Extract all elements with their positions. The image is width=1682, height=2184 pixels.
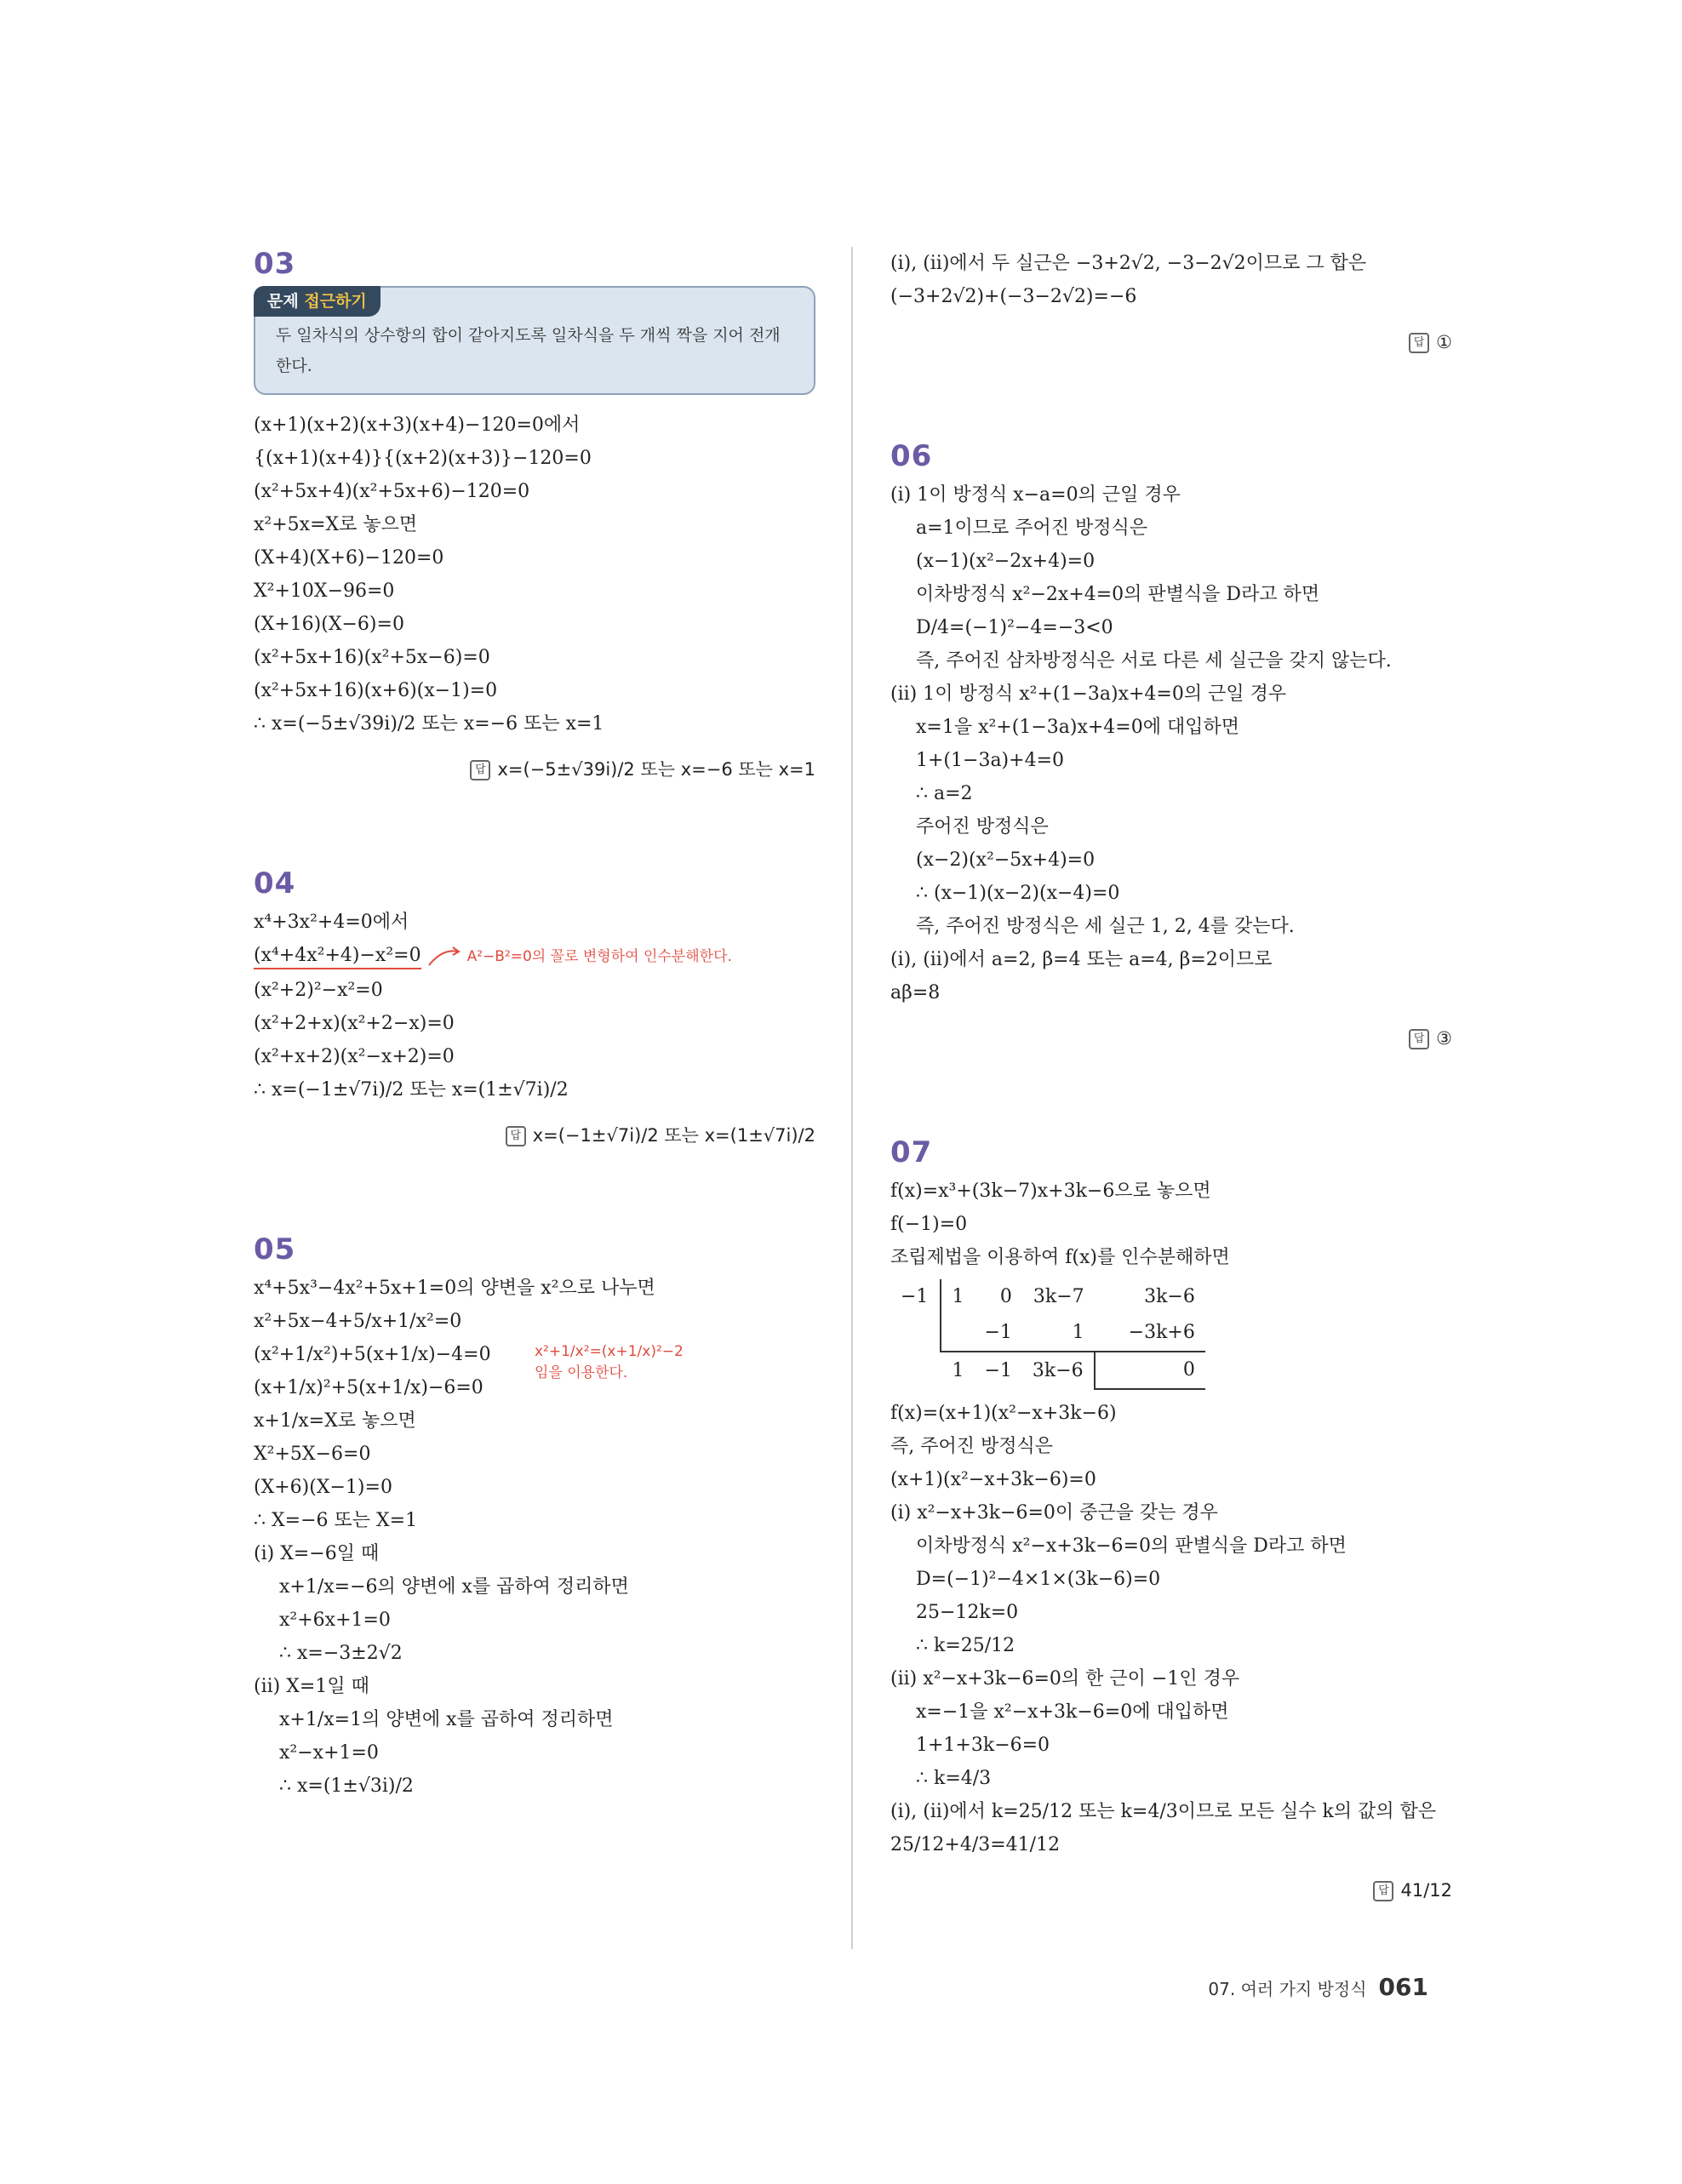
solution-line: 1+(1−3a)+4=0 (916, 750, 1065, 771)
solution-line: (X+16)(X−6)=0 (254, 614, 404, 635)
synth-cell: 0 (999, 1286, 1012, 1307)
solution-line: 1+1+3k−6=0 (916, 1735, 1050, 1756)
solution-line: x+1/x=−6의 양변에 x를 곱하여 정리하면 (279, 1576, 629, 1598)
note-04: A²−B²=0의 꼴로 변형하여 인수분해한다. (466, 948, 732, 965)
page-footer (1208, 1973, 1428, 2001)
solution-line: D=(−1)²−4×1×(3k−6)=0 (916, 1569, 1161, 1590)
solution-line: {(x+1)(x+4)}{(x+2)(x+3)}−120=0 (254, 448, 592, 469)
solution-line: ∴ X=−6 또는 X=1 (254, 1510, 418, 1531)
solution-line: 25−12k=0 (916, 1602, 1019, 1623)
solution-line: (x²+1/x²)+5(x+1/x)−4=0 (254, 1344, 491, 1365)
answer-04 (254, 1115, 815, 1156)
solution-line: D/4=(−1)²−4=−3<0 (916, 617, 1113, 638)
solution-line: (X+6)(X−1)=0 (254, 1477, 392, 1498)
solution-line: ∴ k=4/3 (916, 1768, 992, 1789)
answer-text: x=(−5±√39i)/2 또는 x=−6 또는 x=1 (497, 759, 815, 780)
solution-line: X²+5X−6=0 (254, 1444, 371, 1465)
synthetic-division-table (890, 1279, 1205, 1390)
solution-line: 즉, 주어진 삼차방정식은 서로 다른 세 실근을 갖지 않는다. (916, 650, 1392, 672)
solution-line: (x−2)(x²−5x+4)=0 (916, 849, 1096, 871)
solution-line: 즉, 주어진 방정식은 (890, 1436, 1053, 1457)
solution-line: (x−1)(x²−2x+4)=0 (916, 551, 1096, 572)
solution-line: x²+5x=X로 놓으면 (254, 514, 418, 535)
solution-line: ∴ x=(−1±√7i)/2 또는 x=(1±√7i)/2 (254, 1079, 569, 1101)
problem-number-03: 03 (254, 247, 296, 281)
solution-line: x=−1을 x²−x+3k−6=0에 대입하면 (916, 1701, 1229, 1723)
solution-line: x⁴+3x²+4=0에서 (254, 912, 409, 933)
answer-text: ① (1436, 332, 1452, 352)
solution-line: f(−1)=0 (890, 1214, 968, 1235)
solution-line: (i) X=−6일 때 (254, 1543, 380, 1564)
solution-line: 조립제법을 이용하여 f(x)를 인수분해하면 (890, 1247, 1230, 1268)
note-05 (535, 1343, 684, 1381)
solution-line: (x²+5x+16)(x²+5x−6)=0 (254, 647, 490, 668)
arrow-icon (427, 943, 461, 969)
solution-line: (ii) X=1일 때 (254, 1676, 369, 1697)
hint-tab-main: 문제 (267, 292, 299, 311)
solution-line: x=1을 x²+(1−3a)x+4=0에 대입하면 (916, 717, 1239, 738)
solution-line: (x+1)(x²−x+3k−6)=0 (890, 1469, 1096, 1490)
synth-cell (941, 1315, 974, 1352)
solution-line: (i) 1이 방정식 x−a=0의 근일 경우 (890, 484, 1181, 506)
right-column (890, 247, 1452, 1911)
left-column (254, 247, 815, 1803)
answer-icon: 답 (1409, 333, 1429, 353)
problem-number-05: 05 (254, 1232, 296, 1266)
hint-tab (254, 286, 380, 317)
solution-line: ∴ (x−1)(x−2)(x−4)=0 (916, 883, 1120, 904)
solution-line: (x²+5x+4)(x²+5x+6)−120=0 (254, 481, 530, 502)
answer-icon: 답 (1409, 1029, 1429, 1049)
solution-line: (x²+x+2)(x²−x+2)=0 (254, 1046, 455, 1067)
solution-line: (i), (ii)에서 두 실근은 −3+2√2, −3−2√2이므로 그 합은 (890, 253, 1367, 274)
solution-line: ∴ a=2 (916, 783, 973, 804)
answer-icon: 답 (506, 1126, 526, 1146)
hint-text: 두 일차식의 상수항의 합이 같아지도록 일차식을 두 개씩 짝을 지어 전개한다. (276, 326, 781, 375)
synth-cell: 1 (952, 1359, 964, 1381)
solution-line: f(x)=(x+1)(x²−x+3k−6) (890, 1403, 1117, 1424)
synth-cell: 1 (1022, 1315, 1095, 1352)
solution-line: a=1이므로 주어진 방정식은 (916, 517, 1148, 539)
solution-line: (−3+2√2)+(−3−2√2)=−6 (890, 286, 1137, 307)
solution-line: x²+5x−4+5/x+1/x²=0 (254, 1311, 462, 1332)
solution-line: ∴ x=(−5±√39i)/2 또는 x=−6 또는 x=1 (254, 713, 604, 735)
solution-line: (x+1/x)²+5(x+1/x)−6=0 (254, 1377, 483, 1398)
synth-cell: −3k+6 (1095, 1315, 1205, 1352)
problem-number-06: 06 (890, 439, 933, 473)
solution-line: X²+10X−96=0 (254, 580, 395, 602)
solution-line: x²−x+1=0 (279, 1742, 379, 1764)
answer-text: x=(−1±√7i)/2 또는 x=(1±√7i)/2 (532, 1125, 815, 1146)
answer-icon: 답 (470, 760, 490, 780)
synth-cell: 1 (952, 1286, 964, 1307)
chapter-title: 07. 여러 가지 방정식 (1208, 1979, 1367, 1999)
hint-box (254, 286, 815, 395)
synth-root: −1 (890, 1279, 941, 1315)
solution-line: (x+1)(x+2)(x+3)(x+4)−120=0에서 (254, 415, 581, 436)
solution-line: ∴ x=(1±√3i)/2 (279, 1775, 414, 1797)
solution-line: 주어진 방정식은 (916, 816, 1049, 838)
solution-line: (ii) x²−x+3k−6=0의 한 근이 −1인 경우 (890, 1668, 1240, 1689)
solution-line: x⁴+5x³−4x²+5x+1=0의 양변을 x²으로 나누면 (254, 1278, 655, 1299)
synth-remainder: 0 (1095, 1352, 1205, 1389)
hint-tab-accent: 접근하기 (304, 292, 367, 311)
answer-05 (890, 322, 1452, 363)
synth-cell: 3k−7 (1033, 1286, 1084, 1307)
solution-line: (ii) 1이 방정식 x²+(1−3a)x+4=0의 근일 경우 (890, 683, 1287, 705)
problem-number-04: 04 (254, 866, 296, 900)
synth-cell: −1 (974, 1315, 1021, 1352)
solution-line: 이차방정식 x²−2x+4=0의 판별식을 D라고 하면 (916, 584, 1320, 605)
page-number: 061 (1378, 1973, 1428, 2001)
answer-07 (890, 1870, 1452, 1911)
solution-line: x²+6x+1=0 (279, 1609, 391, 1631)
solution-line (254, 939, 815, 974)
note-line: x²+1/x²=(x+1/x)²−2 (535, 1343, 684, 1360)
problem-number-07: 07 (890, 1135, 933, 1169)
solution-line: ∴ k=25/12 (916, 1635, 1015, 1656)
answer-text: ③ (1436, 1028, 1452, 1049)
answer-icon: 답 (1373, 1881, 1393, 1901)
solution-line: (i), (ii)에서 k=25/12 또는 k=4/3이므로 모든 실수 k의 값의 합은 (890, 1801, 1437, 1822)
solution-line: ∴ x=−3±2√2 (279, 1643, 403, 1664)
solution-line: (X+4)(X+6)−120=0 (254, 547, 444, 569)
note-line: 임을 이용한다. (535, 1364, 628, 1381)
solution-line: 이차방정식 x²−x+3k−6=0의 판별식을 D라고 하면 (916, 1535, 1347, 1557)
solution-line: f(x)=x³+(3k−7)x+3k−6으로 놓으면 (890, 1181, 1211, 1202)
synth-cell: 3k−6 (1032, 1359, 1084, 1381)
solution-line: 즉, 주어진 방정식은 세 실근 1, 2, 4를 갖는다. (916, 916, 1295, 937)
solution-line: (x²+2+x)(x²+2−x)=0 (254, 1013, 455, 1034)
column-divider (851, 247, 853, 1949)
solution-line: aβ=8 (890, 982, 941, 1003)
solution-line: x+1/x=X로 놓으면 (254, 1410, 416, 1432)
synthetic-division (890, 1279, 1452, 1390)
solution-line: 25/12+4/3=41/12 (890, 1834, 1061, 1855)
solution-line: x+1/x=1의 양변에 x를 곱하여 정리하면 (279, 1709, 614, 1730)
answer-03 (254, 749, 815, 790)
answer-06 (890, 1018, 1452, 1059)
answer-text: 41/12 (1400, 1880, 1452, 1901)
solution-line: (i) x²−x+3k−6=0이 중근을 갖는 경우 (890, 1502, 1218, 1524)
synth-cell: 3k−6 (1144, 1286, 1195, 1307)
underlined-expression: (x⁴+4x²+4)−x²=0 (254, 945, 421, 969)
solution-line: (x²+2)²−x²=0 (254, 980, 383, 1001)
solution-line: (x²+5x+16)(x+6)(x−1)=0 (254, 680, 498, 701)
solution-line: (i), (ii)에서 a=2, β=4 또는 a=4, β=2이므로 (890, 949, 1273, 970)
synth-cell: −1 (984, 1359, 1012, 1381)
